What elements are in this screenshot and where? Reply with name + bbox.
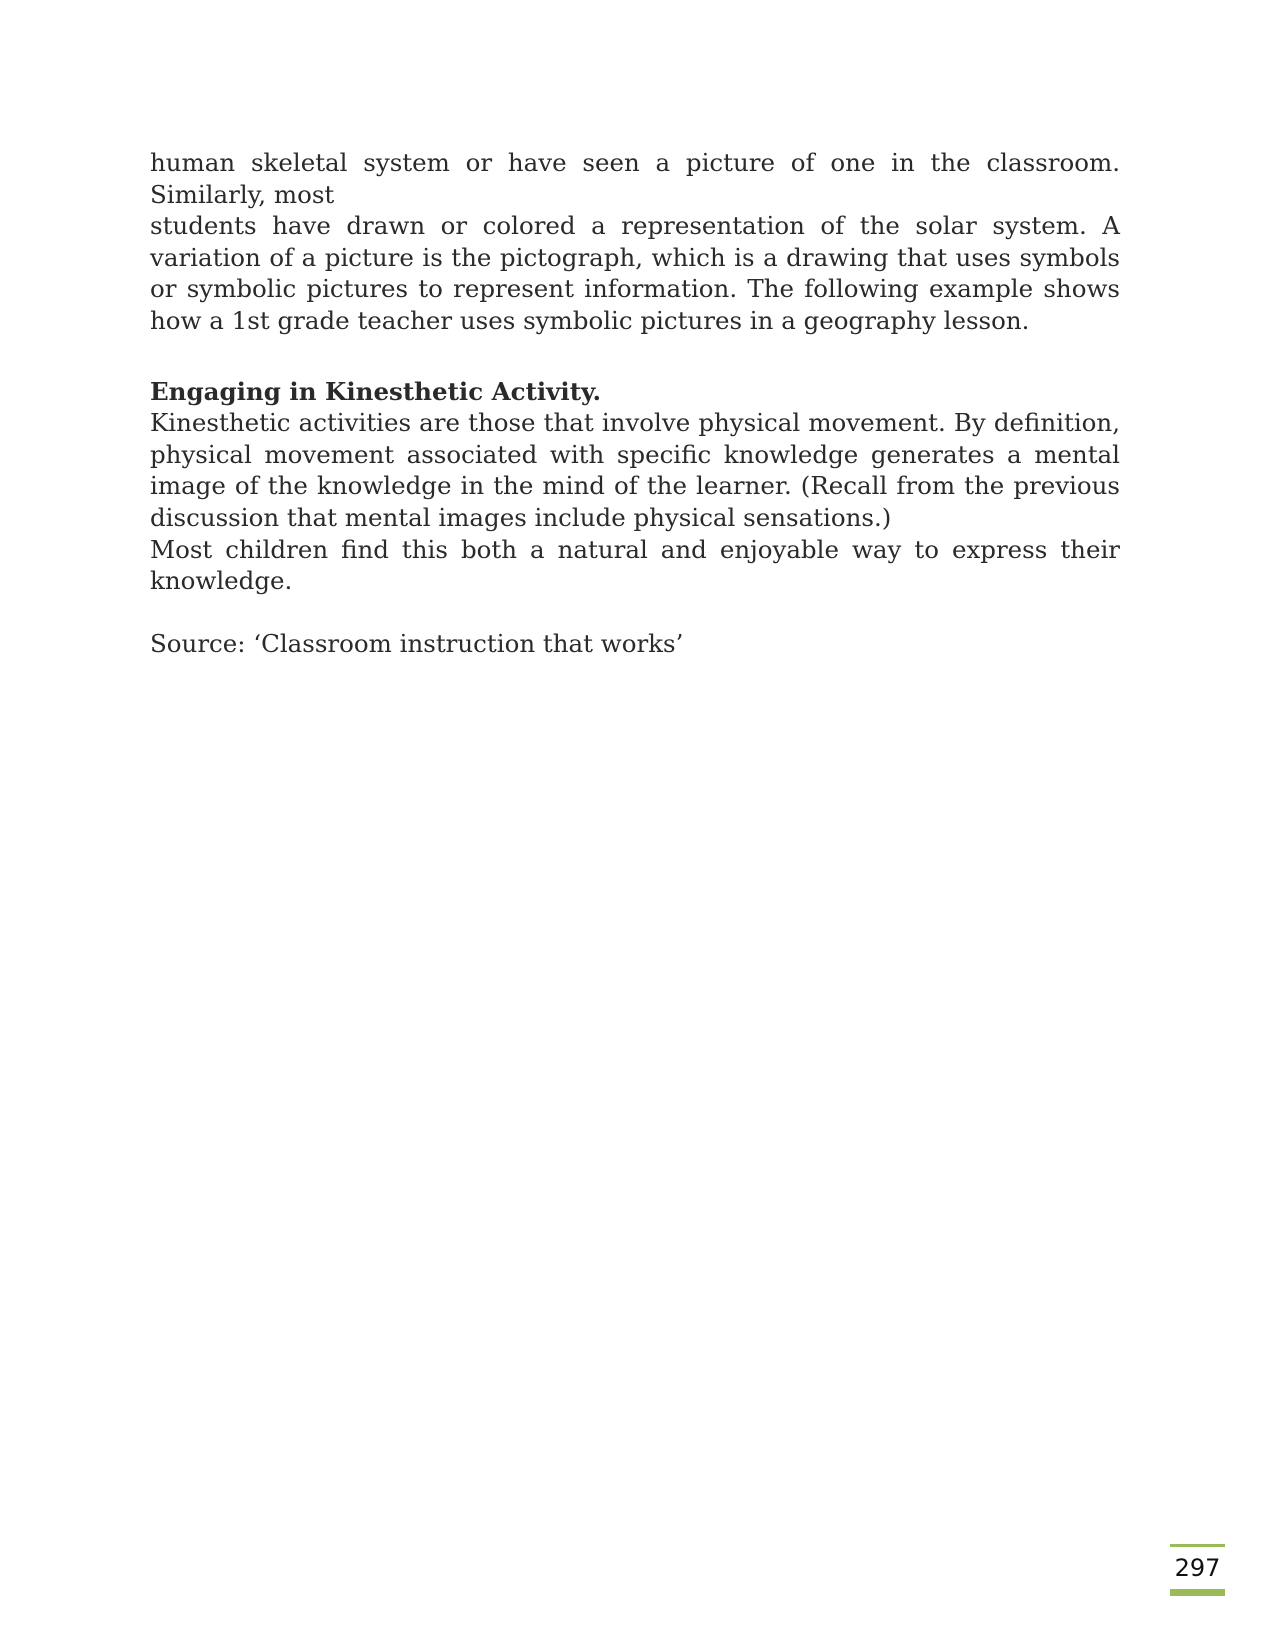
page-number: 297 xyxy=(1174,1554,1221,1582)
page-body xyxy=(150,147,1120,659)
section-heading: Engaging in Kinesthetic Activity. xyxy=(150,376,602,406)
paragraph-text: students have drawn or colored a representation of the solar system. A variation of a picture is the pictograph, which is a drawing that uses symbols or symbolic pictures to represent information. The following example shows how a 1st grade teacher uses symbolic pictures in a geography lesson. xyxy=(150,211,1120,335)
footer-rule-top xyxy=(1170,1544,1225,1547)
paragraph-text: Most children find this both a natural and enjoyable way to express their knowledge. xyxy=(150,534,1120,596)
source-citation: Source: ‘Classroom instruction that works’ xyxy=(150,628,684,658)
footer-rule-bottom xyxy=(1170,1589,1225,1596)
page-number-footer xyxy=(1170,1544,1225,1596)
paragraph-line: human skeletal system or have seen a picture of one in the classroom. xyxy=(150,148,1120,177)
paragraph-line: Similarly, most xyxy=(150,179,335,209)
paragraph-text: Kinesthetic activities are those that involve physical movement. By definition, physical movement associated with specific knowledge generates a mental image of the knowledge in the mind of the learner. (Recall from the previous discussion that mental images include physical sensations.) xyxy=(150,408,1120,532)
